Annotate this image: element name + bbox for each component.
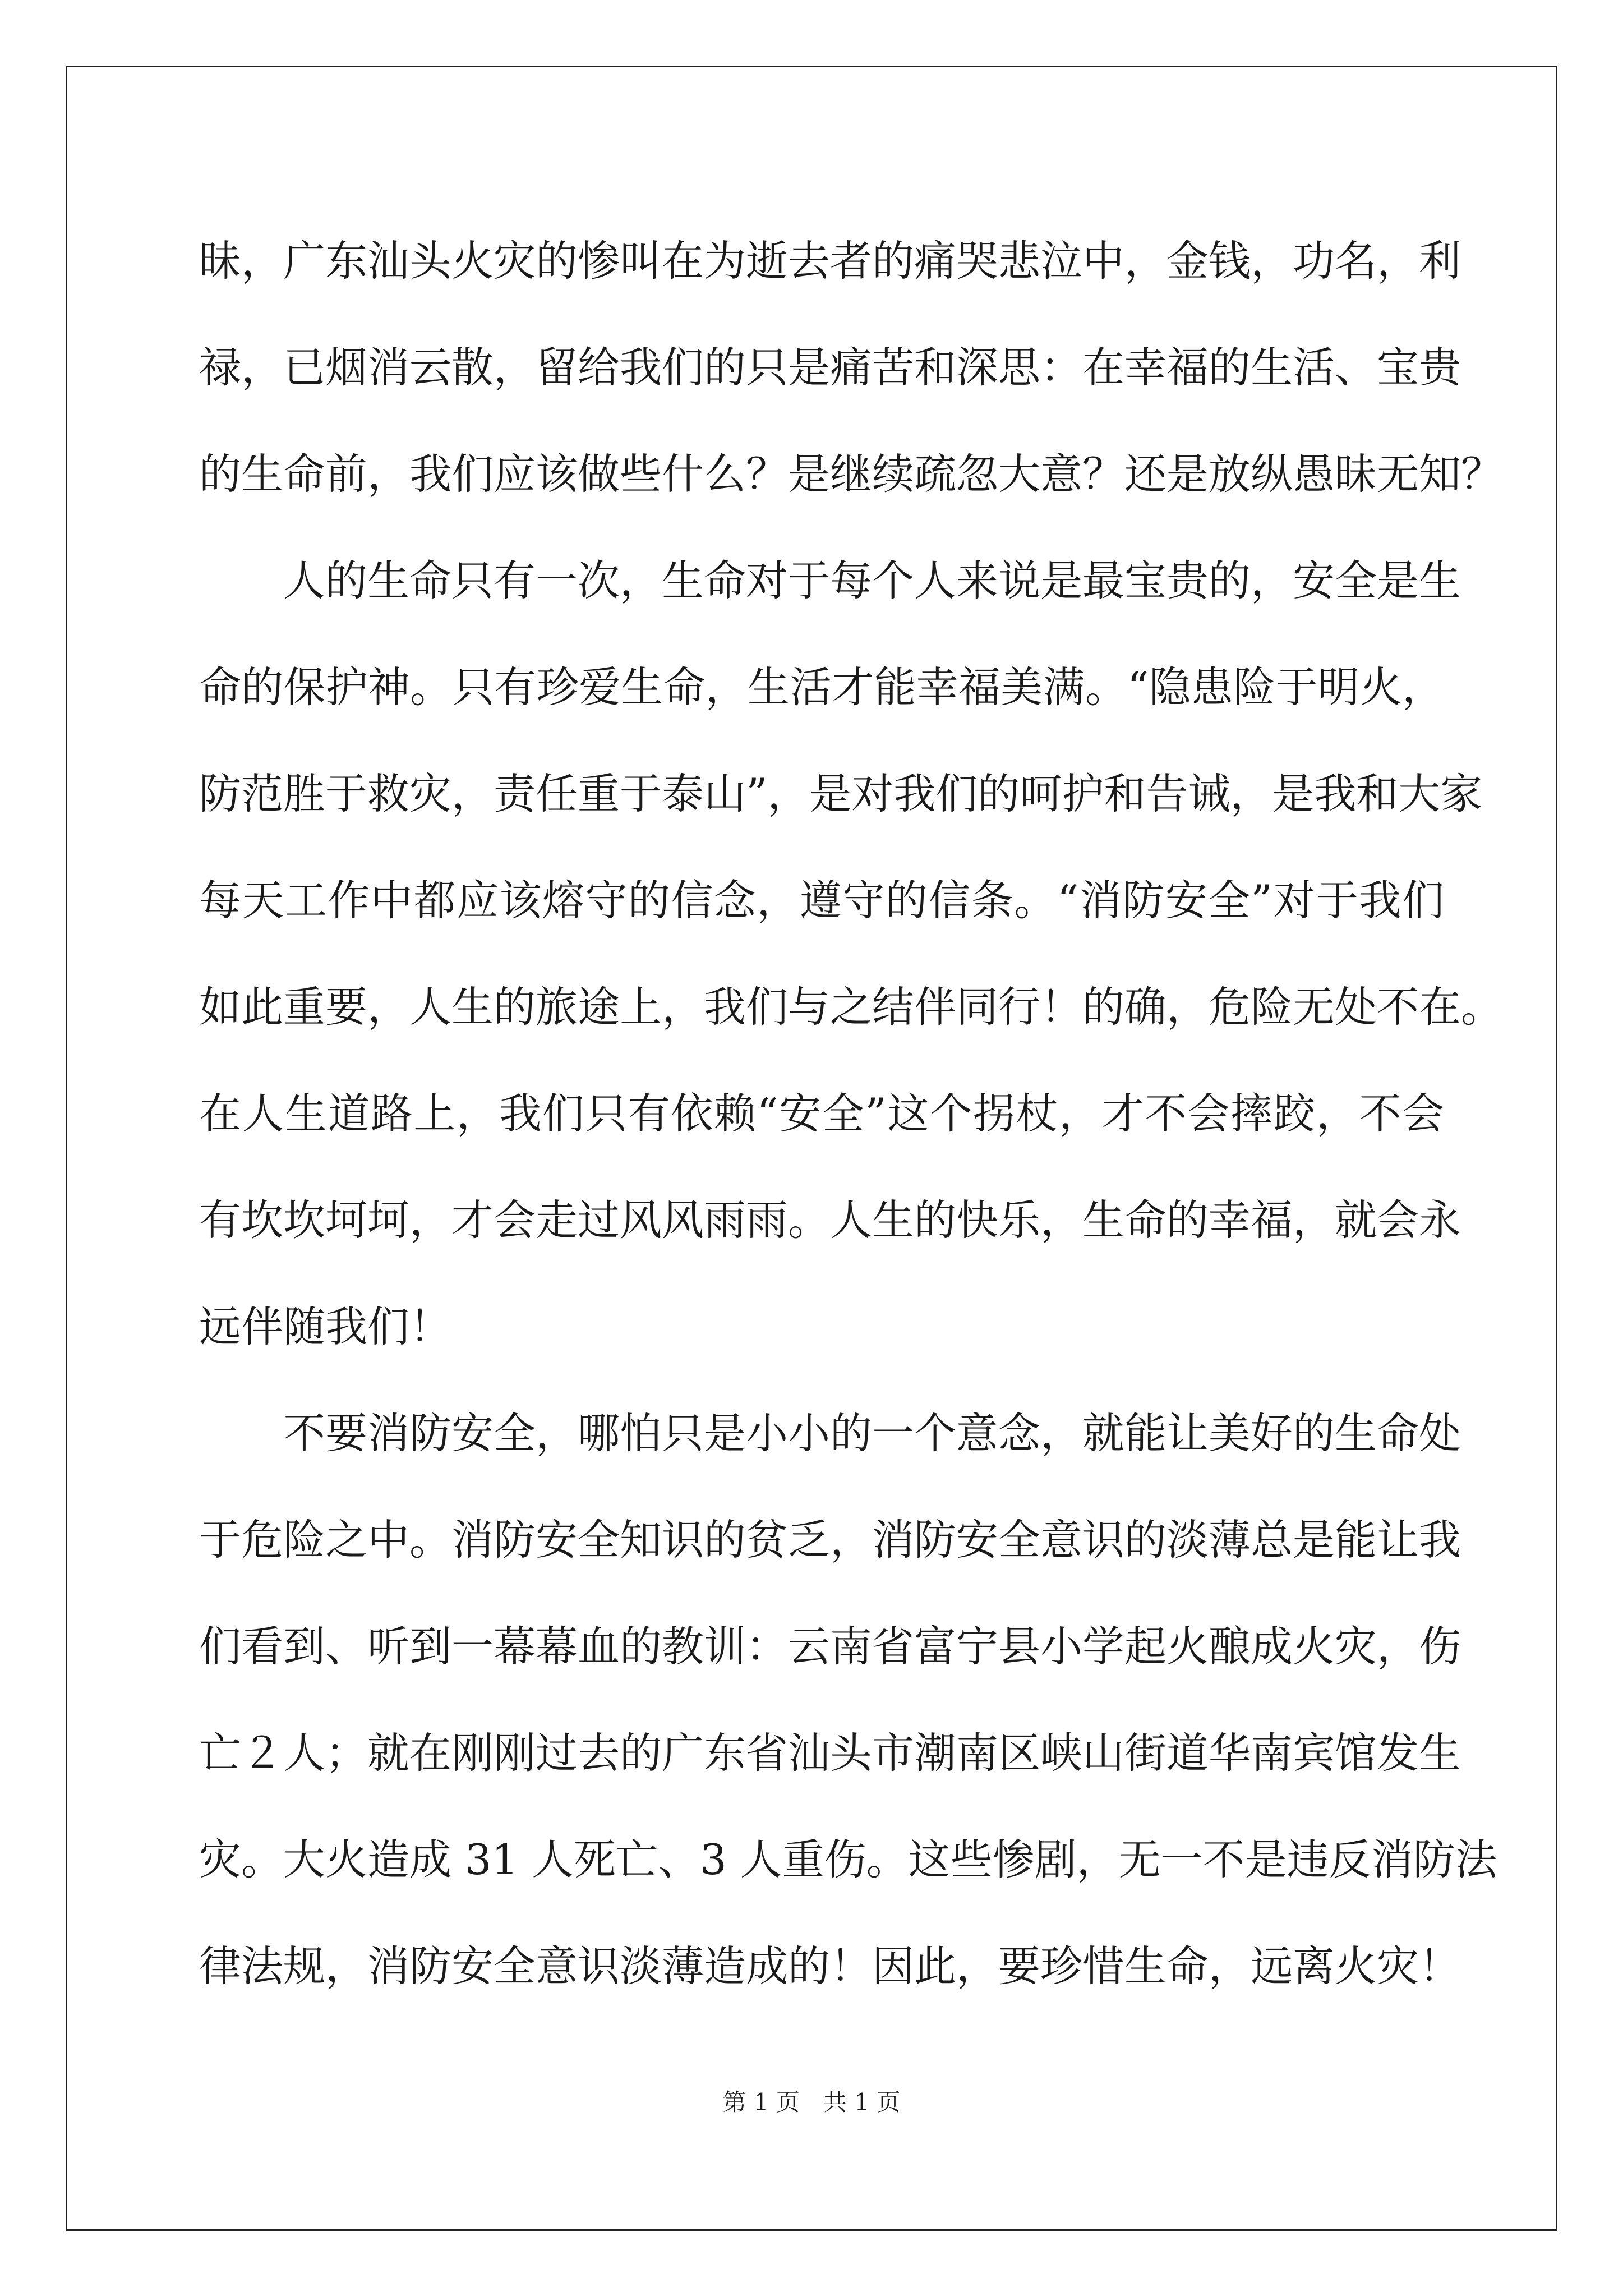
text-line: 不要消防安全，哪怕只是小小的一个意念，就能让美好的生命处 — [283, 1409, 1461, 1458]
text-line: 人的生命只有一次，生命对于每个人来说是最宝贵的，安全是生 — [283, 556, 1461, 605]
page-footer — [0, 2086, 1623, 2119]
text-line: 亡２人；就在刚刚过去的广东省汕头市潮南区峡山街道华南宾馆发生 — [199, 1728, 1461, 1778]
text-line: 于危险之中。消防安全知识的贫乏，消防安全意识的淡薄总是能让我 — [199, 1515, 1461, 1565]
text-line: 远伴随我们！ — [199, 1302, 452, 1351]
page-number: 第 1 页 共 1 页 — [722, 2088, 901, 2116]
text-line: 们看到、听到一幕幕血的教训：云南省富宁县小学起火酿成火灾，伤 — [199, 1622, 1461, 1671]
text-line: 如此重要，人生的旅途上，我们与之结伴同行！的确，危险无处不在。 — [199, 982, 1504, 1032]
text-line: 在人生道路上，我们只有依赖“安全”这个拐杖，才不会摔跤，不会 — [199, 1089, 1444, 1138]
text-line: 命的保护神。只有珍爱生命，生活才能幸福美满。“隐患险于明火， — [199, 662, 1444, 712]
text-line: 昧，广东汕头火灾的惨叫在为逝去者的痛哭悲泣中，金钱，功名，利 — [199, 236, 1461, 286]
text-line: 律法规，消防安全意识淡薄造成的！因此，要珍惜生命，远离火灾！ — [199, 1941, 1461, 1991]
text-line: 灾。大火造成 31 人死亡、3 人重伤。这些惨剧，无一不是违反消防法 — [199, 1835, 1497, 1884]
text-line: 防范胜于救灾，责任重于泰山”，是对我们的呵护和告诫，是我和大家 — [199, 769, 1483, 818]
document-body — [199, 208, 1504, 2019]
text-line: 每天工作中都应该熔守的信念，遵守的信条。“消防安全”对于我们 — [199, 876, 1444, 925]
text-line: 有坎坎坷坷，才会走过风风雨雨。人生的快乐，生命的幸福，就会永 — [199, 1195, 1461, 1245]
text-line: 的生命前，我们应该做些什么？是继续疏忽大意？还是放纵愚昧无知？ — [199, 449, 1504, 499]
text-line: 禄，已烟消云散，留给我们的只是痛苦和深思：在幸福的生活、宝贵 — [199, 343, 1461, 392]
